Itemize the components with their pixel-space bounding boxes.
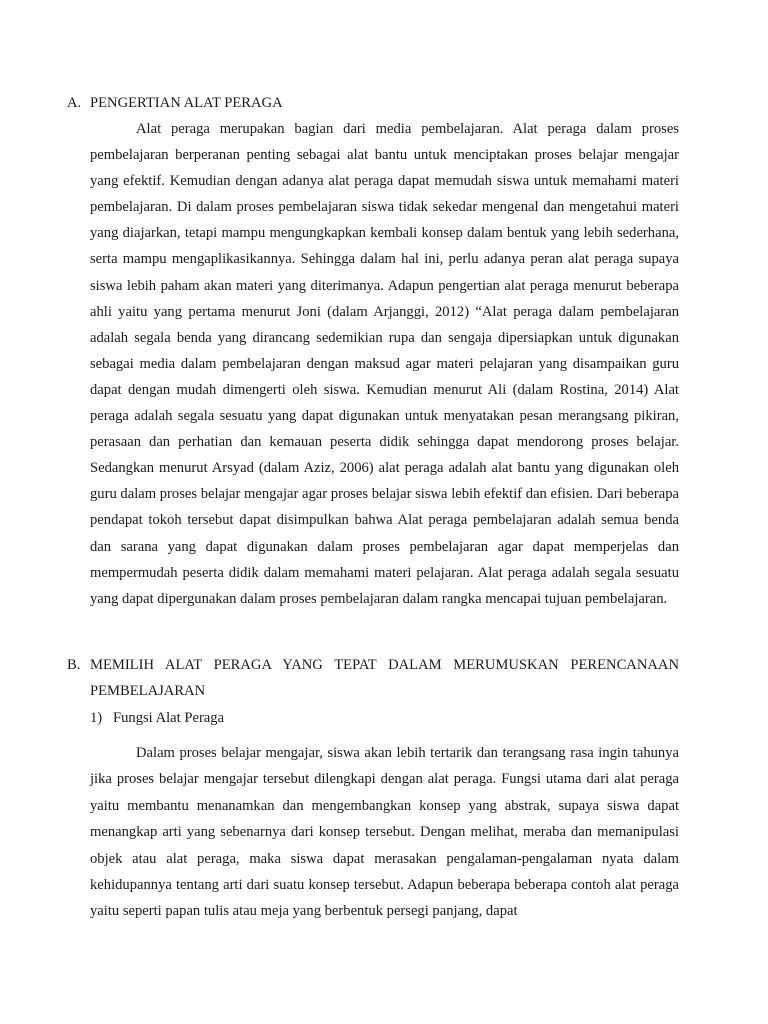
section-a-marker: A. [67,95,82,111]
section-b-marker: B. [67,657,81,673]
section-b-title-line1: MEMILIH ALAT PERAGA YANG TEPAT DALAM MERUMUSKAN PERENCANAAN [90,657,679,673]
section-b-heading [67,652,679,704]
section-b-title-line2: PEMBELAJARAN [90,683,206,699]
section-a-heading [67,90,687,116]
subsection-1-heading [90,705,224,731]
section-b-title [90,652,679,704]
subsection-1-title: Fungsi Alat Peraga [113,710,225,726]
section-a-paragraph: Alat peraga merupakan bagian dari media pembelajaran. Alat peraga dalam proses pembelajaran berperanan penting sebagai alat bantu untuk menciptakan proses belajar mengajar yang efektif. Kemudian dengan adanya alat peraga dapat memudah siswa untuk memahami materi pembelajaran. Di dalam proses pembelajaran siswa tidak sekedar mengenal dan mengetahui materi yang diajarkan, tetapi mampu mengungkapkan kembali konsep dalam bentuk yang lebih sederhana, serta mampu mengaplikasikannya. Sehingga dalam hal ini, perlu adanya peran alat peraga supaya siswa lebih paham akan materi yang diterimanya. Adapun pengertian alat peraga menurut beberapa ahli yaitu yang pertama menurut Joni (dalam Arjanggi, 2012) “Alat peraga dalam pembelajaran adalah segala benda yang dirancang sedemikian rupa dan sengaja dipersiapkan untuk digunakan sebagai media dalam pembelajaran dengan maksud agar materi pelajaran yang disampaikan guru dapat dengan mudah dimengerti oleh siswa. Kemudian menurut Ali (dalam Rostina, 2014) Alat peraga adalah segala sesuatu yang dapat digunakan untuk menyatakan pesan merangsang pikiran, perasaan dan perhatian dan kemauan peserta didik sehingga dapat mendorong proses belajar. Sedangkan menurut Arsyad (dalam Aziz, 2006) alat peraga adalah alat bantu yang digunakan oleh guru dalam proses belajar mengajar agar proses belajar siswa lebih efektif dan efisien. Dari beberapa pendapat tokoh tersebut dapat disimpulkan bahwa Alat peraga pembelajaran adalah semua benda dan sarana yang dapat digunakan dalam proses pembelajaran agar dapat memperjelas dan mempermudah peserta didik dalam memahami materi pelajaran. Alat peraga adalah segala sesuatu yang dapat dipergunakan dalam proses pembelajaran dalam rangka mencapai tujuan pembelajaran. [90,121,679,607]
subsection-1-marker: 1) [90,710,103,726]
section-a-title: PENGERTIAN ALAT PERAGA [90,95,283,111]
section-b-paragraph: Dalam proses belajar mengajar, siswa akan lebih tertarik dan terangsang rasa ingin tahunya jika proses belajar mengajar tersebut dilengkapi dengan alat peraga. Fungsi utama dari alat peraga yaitu membantu menanamkan dan mengembangkan konsep yang abstrak, supaya siswa dapat menangkap arti yang sebenarnya dari konsep tersebut. Dengan melihat, meraba dan memanipulasi objek atau alat peraga, maka siswa dapat merasakan pengalaman-pengalaman nyata dalam kehidupannya tentang arti dari suatu konsep tersebut. Adapun beberapa beberapa contoh alat peraga yaitu seperti papan tulis atau meja yang berbentuk persegi panjang, dapat [90,745,679,920]
